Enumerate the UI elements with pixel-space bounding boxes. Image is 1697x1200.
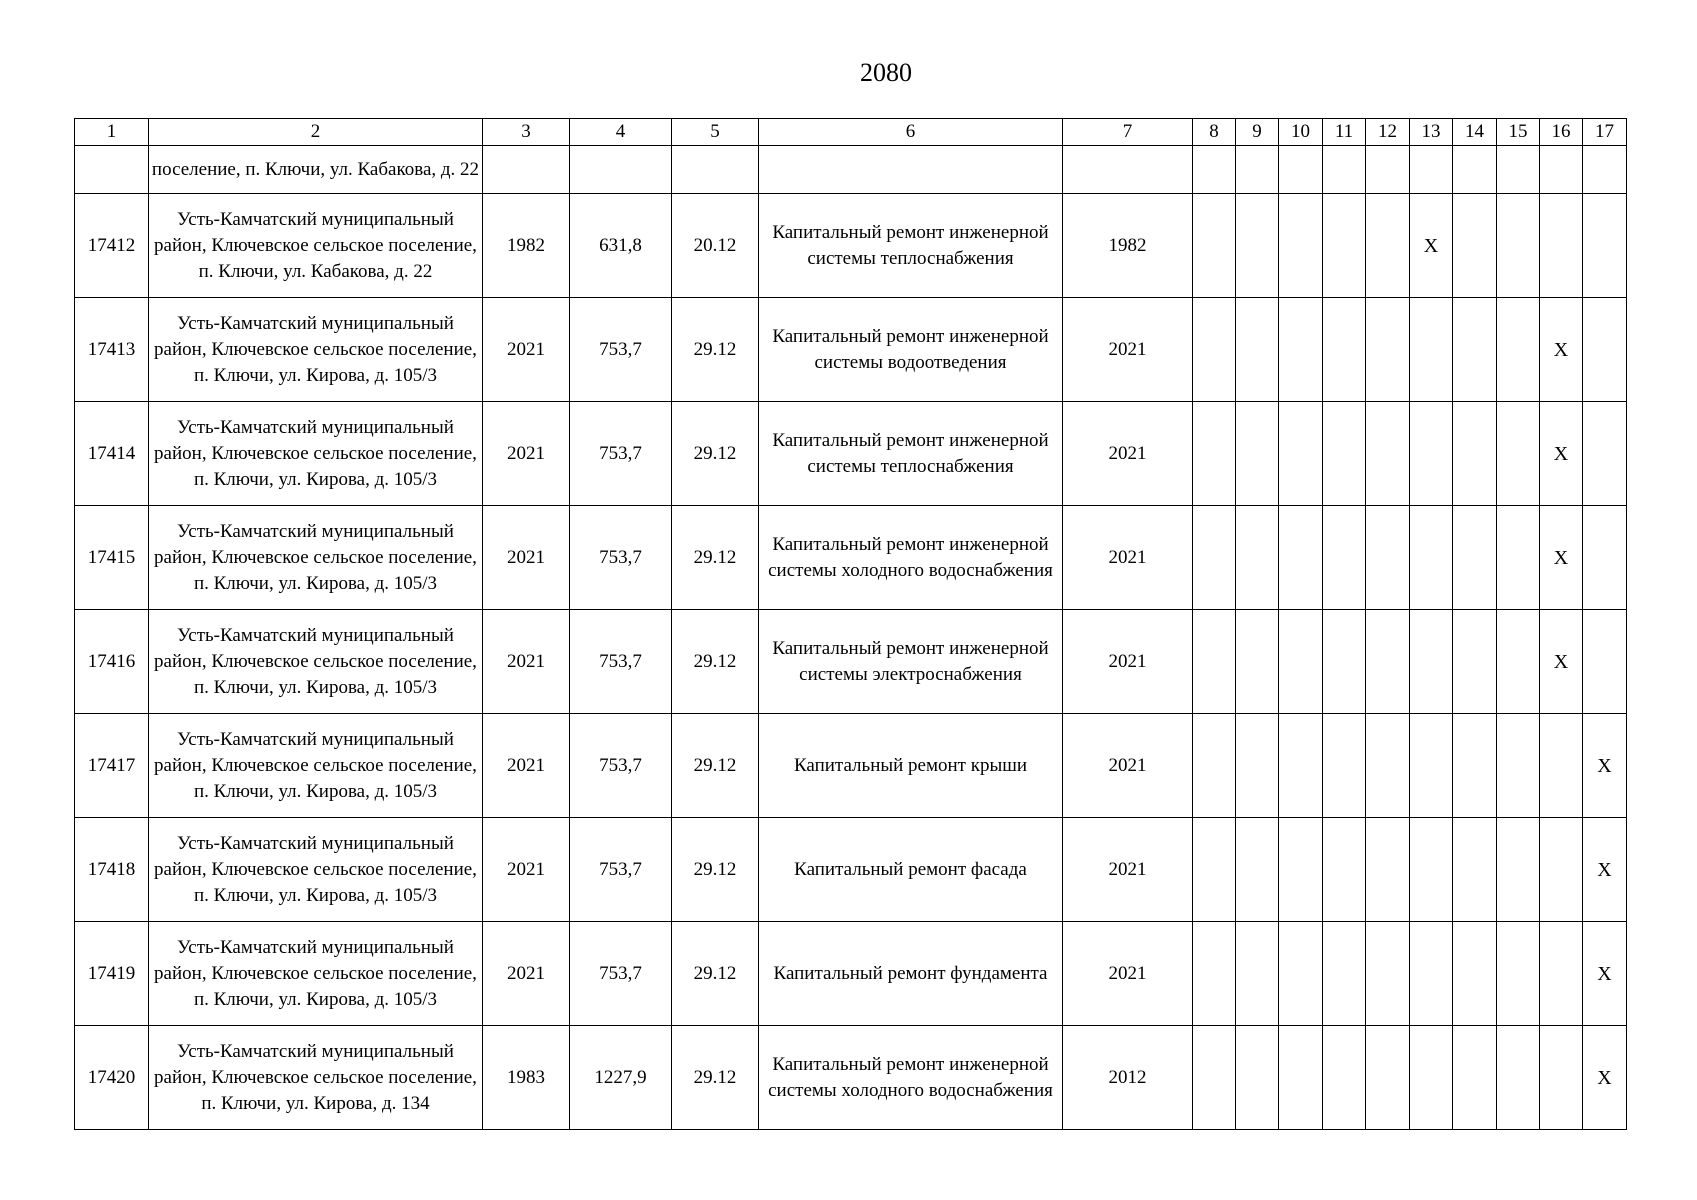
- cell-col-9: [1236, 818, 1279, 922]
- cell-col-13: [1410, 818, 1453, 922]
- cell-col-9: [1236, 610, 1279, 714]
- cell-col-14: [1453, 298, 1497, 402]
- cell-num: 17415: [75, 506, 149, 610]
- cell-col-11: [1323, 922, 1366, 1026]
- cell-address: Усть-Камчатский муниципальный район, Ключевское сельское поселение, п. Ключи, ул. Кирова, д. 105/3: [149, 610, 483, 714]
- cell-num: 17414: [75, 402, 149, 506]
- table-row: [75, 402, 1627, 506]
- cell-address: Усть-Камчатский муниципальный район, Ключевское сельское поселение, п. Ключи, ул. Кабакова, д. 22: [149, 194, 483, 298]
- cell-date: 29.12: [672, 818, 759, 922]
- cell-work-year: 1982: [1063, 194, 1193, 298]
- cell-col-8: [1193, 298, 1236, 402]
- cell-col-17: [1583, 610, 1627, 714]
- mark-x-col-17: Х: [1583, 714, 1627, 818]
- cell-col-16: [1540, 146, 1583, 194]
- cell-work-year: [1063, 146, 1193, 194]
- table-row: [75, 506, 1627, 610]
- cell-year: 2021: [483, 714, 570, 818]
- mark-x-col-16: Х: [1540, 298, 1583, 402]
- cell-col-15: [1497, 194, 1540, 298]
- table-row: [75, 818, 1627, 922]
- cell-year: 2021: [483, 922, 570, 1026]
- cell-work: Капитальный ремонт инженерной системы холодного водоснабжения: [759, 506, 1063, 610]
- cell-area: 753,7: [570, 610, 672, 714]
- table-row: [75, 1026, 1627, 1130]
- cell-col-17: [1583, 146, 1627, 194]
- cell-date: [672, 146, 759, 194]
- cell-num: 17412: [75, 194, 149, 298]
- column-header-15: 15: [1497, 119, 1540, 146]
- cell-col-9: [1236, 194, 1279, 298]
- cell-col-8: [1193, 714, 1236, 818]
- cell-year: 1983: [483, 1026, 570, 1130]
- cell-col-11: [1323, 610, 1366, 714]
- mark-x-col-17: Х: [1583, 1026, 1627, 1130]
- cell-date: 29.12: [672, 714, 759, 818]
- cell-address: Усть-Камчатский муниципальный район, Ключевское сельское поселение, п. Ключи, ул. Кирова, д. 134: [149, 1026, 483, 1130]
- cell-num: [75, 146, 149, 194]
- cell-col-14: [1453, 194, 1497, 298]
- column-header-4: 4: [570, 119, 672, 146]
- table-row: [75, 714, 1627, 818]
- cell-col-11: [1323, 402, 1366, 506]
- cell-col-17: [1583, 402, 1627, 506]
- cell-col-8: [1193, 922, 1236, 1026]
- column-header-13: 13: [1410, 119, 1453, 146]
- cell-col-10: [1279, 610, 1323, 714]
- cell-year: 2021: [483, 610, 570, 714]
- cell-col-13: [1410, 1026, 1453, 1130]
- cell-col-15: [1497, 610, 1540, 714]
- cell-col-12: [1366, 402, 1410, 506]
- cell-col-11: [1323, 298, 1366, 402]
- cell-area: 753,7: [570, 922, 672, 1026]
- cell-col-11: [1323, 818, 1366, 922]
- cell-work-year: 2021: [1063, 922, 1193, 1026]
- cell-work: Капитальный ремонт крыши: [759, 714, 1063, 818]
- cell-col-14: [1453, 506, 1497, 610]
- cell-work: Капитальный ремонт инженерной системы холодного водоснабжения: [759, 1026, 1063, 1130]
- cell-date: 29.12: [672, 402, 759, 506]
- mark-x-col-16: Х: [1540, 402, 1583, 506]
- cell-col-10: [1279, 402, 1323, 506]
- cell-col-9: [1236, 506, 1279, 610]
- cell-col-16: [1540, 714, 1583, 818]
- cell-area: [570, 146, 672, 194]
- cell-col-16: [1540, 818, 1583, 922]
- continuation-row: [75, 146, 1627, 194]
- cell-col-9: [1236, 1026, 1279, 1130]
- cell-address: Усть-Камчатский муниципальный район, Ключевское сельское поселение, п. Ключи, ул. Кирова, д. 105/3: [149, 506, 483, 610]
- cell-col-14: [1453, 922, 1497, 1026]
- cell-work: Капитальный ремонт инженерной системы теплоснабжения: [759, 402, 1063, 506]
- cell-area: 753,7: [570, 714, 672, 818]
- cell-area: 631,8: [570, 194, 672, 298]
- cell-num: 17418: [75, 818, 149, 922]
- cell-work: Капитальный ремонт фасада: [759, 818, 1063, 922]
- cell-col-14: [1453, 1026, 1497, 1130]
- cell-col-10: [1279, 1026, 1323, 1130]
- cell-col-13: [1410, 146, 1453, 194]
- cell-col-14: [1453, 146, 1497, 194]
- cell-col-15: [1497, 146, 1540, 194]
- cell-col-12: [1366, 818, 1410, 922]
- cell-num: 17419: [75, 922, 149, 1026]
- cell-col-17: [1583, 298, 1627, 402]
- cell-year: 1982: [483, 194, 570, 298]
- cell-num: 17416: [75, 610, 149, 714]
- cell-date: 29.12: [672, 1026, 759, 1130]
- cell-work-year: 2021: [1063, 402, 1193, 506]
- cell-year: 2021: [483, 818, 570, 922]
- column-header-9: 9: [1236, 119, 1279, 146]
- cell-col-15: [1497, 298, 1540, 402]
- cell-col-12: [1366, 922, 1410, 1026]
- cell-work: Капитальный ремонт инженерной системы теплоснабжения: [759, 194, 1063, 298]
- cell-col-13: [1410, 506, 1453, 610]
- cell-col-10: [1279, 818, 1323, 922]
- cell-work-year: 2021: [1063, 610, 1193, 714]
- cell-col-9: [1236, 402, 1279, 506]
- cell-col-13: [1410, 402, 1453, 506]
- column-header-14: 14: [1453, 119, 1497, 146]
- column-header-5: 5: [672, 119, 759, 146]
- cell-work: Капитальный ремонт фундамента: [759, 922, 1063, 1026]
- cell-col-14: [1453, 714, 1497, 818]
- cell-col-10: [1279, 922, 1323, 1026]
- cell-col-12: [1366, 146, 1410, 194]
- cell-col-12: [1366, 194, 1410, 298]
- cell-col-12: [1366, 1026, 1410, 1130]
- cell-col-8: [1193, 146, 1236, 194]
- cell-col-9: [1236, 298, 1279, 402]
- cell-address: Усть-Камчатский муниципальный район, Ключевское сельское поселение, п. Ключи, ул. Кирова, д. 105/3: [149, 402, 483, 506]
- cell-num: 17420: [75, 1026, 149, 1130]
- cell-date: 29.12: [672, 922, 759, 1026]
- cell-col-14: [1453, 818, 1497, 922]
- column-header-12: 12: [1366, 119, 1410, 146]
- cell-col-16: [1540, 922, 1583, 1026]
- column-header-7: 7: [1063, 119, 1193, 146]
- cell-num: 17417: [75, 714, 149, 818]
- cell-address: Усть-Камчатский муниципальный район, Ключевское сельское поселение, п. Ключи, ул. Кирова, д. 105/3: [149, 818, 483, 922]
- cell-work-year: 2021: [1063, 818, 1193, 922]
- cell-col-9: [1236, 146, 1279, 194]
- cell-col-15: [1497, 818, 1540, 922]
- cell-work: Капитальный ремонт инженерной системы электроснабжения: [759, 610, 1063, 714]
- mark-x-col-16: Х: [1540, 610, 1583, 714]
- cell-area: 1227,9: [570, 1026, 672, 1130]
- cell-col-10: [1279, 194, 1323, 298]
- cell-col-16: [1540, 194, 1583, 298]
- cell-work-year: 2021: [1063, 506, 1193, 610]
- cell-date: 29.12: [672, 506, 759, 610]
- cell-address: Усть-Камчатский муниципальный район, Ключевское сельское поселение, п. Ключи, ул. Кирова, д. 105/3: [149, 922, 483, 1026]
- table-row: [75, 194, 1627, 298]
- column-header-10: 10: [1279, 119, 1323, 146]
- cell-col-9: [1236, 922, 1279, 1026]
- cell-col-10: [1279, 146, 1323, 194]
- cell-col-11: [1323, 714, 1366, 818]
- cell-col-11: [1323, 194, 1366, 298]
- column-header-17: 17: [1583, 119, 1627, 146]
- cell-col-15: [1497, 402, 1540, 506]
- cell-work: [759, 146, 1063, 194]
- cell-date: 29.12: [672, 298, 759, 402]
- cell-year: 2021: [483, 298, 570, 402]
- cell-work-year: 2021: [1063, 714, 1193, 818]
- cell-col-13: [1410, 922, 1453, 1026]
- cell-work-year: 2012: [1063, 1026, 1193, 1130]
- table-row: [75, 610, 1627, 714]
- cell-area: 753,7: [570, 402, 672, 506]
- cell-col-11: [1323, 146, 1366, 194]
- cell-col-14: [1453, 402, 1497, 506]
- cell-col-13: [1410, 610, 1453, 714]
- cell-col-15: [1497, 714, 1540, 818]
- table-row: [75, 922, 1627, 1026]
- cell-col-17: [1583, 506, 1627, 610]
- cell-area: 753,7: [570, 818, 672, 922]
- cell-col-16: [1540, 1026, 1583, 1130]
- column-number-row: [75, 119, 1627, 146]
- column-header-16: 16: [1540, 119, 1583, 146]
- cell-col-10: [1279, 714, 1323, 818]
- register-table: [74, 118, 1627, 1130]
- cell-year: 2021: [483, 402, 570, 506]
- cell-col-15: [1497, 1026, 1540, 1130]
- cell-date: 20.12: [672, 194, 759, 298]
- mark-x-col-17: Х: [1583, 922, 1627, 1026]
- table-row: [75, 298, 1627, 402]
- cell-col-11: [1323, 506, 1366, 610]
- cell-col-8: [1193, 506, 1236, 610]
- cell-col-10: [1279, 506, 1323, 610]
- cell-col-8: [1193, 194, 1236, 298]
- cell-col-12: [1366, 506, 1410, 610]
- page-number: 2080: [860, 58, 912, 87]
- cell-col-12: [1366, 610, 1410, 714]
- column-header-8: 8: [1193, 119, 1236, 146]
- mark-x-col-16: Х: [1540, 506, 1583, 610]
- cell-work-year: 2021: [1063, 298, 1193, 402]
- cell-col-12: [1366, 298, 1410, 402]
- cell-num: 17413: [75, 298, 149, 402]
- cell-col-17: [1583, 194, 1627, 298]
- column-header-3: 3: [483, 119, 570, 146]
- cell-address: поселение, п. Ключи, ул. Кабакова, д. 22: [149, 146, 483, 194]
- cell-col-14: [1453, 610, 1497, 714]
- cell-date: 29.12: [672, 610, 759, 714]
- cell-col-10: [1279, 298, 1323, 402]
- cell-area: 753,7: [570, 298, 672, 402]
- column-header-2: 2: [149, 119, 483, 146]
- cell-col-8: [1193, 818, 1236, 922]
- cell-work: Капитальный ремонт инженерной системы водоотведения: [759, 298, 1063, 402]
- cell-col-13: [1410, 714, 1453, 818]
- cell-col-8: [1193, 1026, 1236, 1130]
- column-header-11: 11: [1323, 119, 1366, 146]
- mark-x-col-13: Х: [1410, 194, 1453, 298]
- cell-col-15: [1497, 506, 1540, 610]
- cell-year: 2021: [483, 506, 570, 610]
- cell-col-9: [1236, 714, 1279, 818]
- cell-area: 753,7: [570, 506, 672, 610]
- column-header-1: 1: [75, 119, 149, 146]
- cell-col-13: [1410, 298, 1453, 402]
- cell-col-8: [1193, 610, 1236, 714]
- column-header-6: 6: [759, 119, 1063, 146]
- cell-col-11: [1323, 1026, 1366, 1130]
- mark-x-col-17: Х: [1583, 818, 1627, 922]
- cell-address: Усть-Камчатский муниципальный район, Ключевское сельское поселение, п. Ключи, ул. Кирова, д. 105/3: [149, 714, 483, 818]
- cell-address: Усть-Камчатский муниципальный район, Ключевское сельское поселение, п. Ключи, ул. Кирова, д. 105/3: [149, 298, 483, 402]
- cell-year: [483, 146, 570, 194]
- cell-col-15: [1497, 922, 1540, 1026]
- cell-col-8: [1193, 402, 1236, 506]
- cell-col-12: [1366, 714, 1410, 818]
